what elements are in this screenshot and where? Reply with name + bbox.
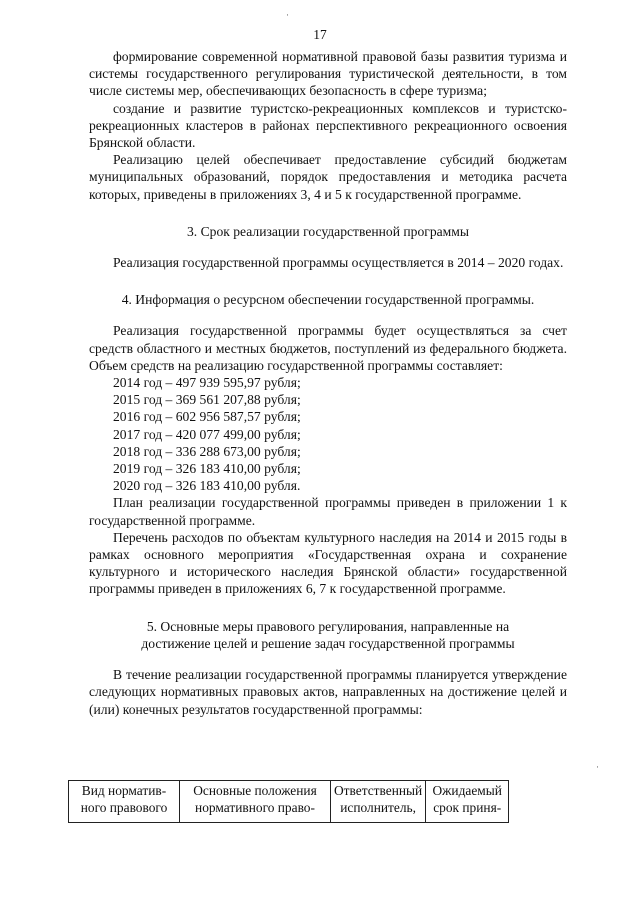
header-line: Основные положения (193, 783, 317, 798)
scan-speck: · (286, 10, 289, 20)
table-header-cell (426, 781, 509, 823)
section-3-heading: 3. Срок реализации государственной программы (187, 223, 469, 239)
header-line: нормативного право- (195, 800, 315, 815)
funding-item: 2016 год – 602 956 587,57 рубля; (113, 409, 301, 425)
funding-item: 2020 год – 326 183 410,00 рубля. (113, 478, 301, 494)
scan-speck: · (596, 762, 599, 772)
header-line: исполнитель, (340, 800, 416, 815)
intro-paragraph: Реализацию целей обеспечивает предоставление субсидий бюджетам муниципальных образований, порядок предоставления и методика расчета которых, приведены в приложениях 3, 4 и 5 к государственной программе. (89, 152, 567, 202)
funding-item: 2014 год – 497 939 595,97 рубля; (113, 375, 301, 391)
section-5-heading-line1: 5. Основные меры правового регулирования, направленные на (146, 618, 510, 634)
funding-item: 2019 год – 326 183 410,00 рубля; (113, 461, 301, 477)
page-number: 17 (313, 27, 327, 42)
header-line: ного правового (80, 800, 168, 815)
table-header-cell (69, 781, 180, 823)
section-4-heading: 4. Информация о ресурсном обеспечении государственной программы. (121, 292, 535, 308)
regulation-table (68, 780, 509, 823)
funding-item: 2015 год – 369 561 207,88 рубля; (113, 392, 301, 408)
heritage-paragraph: Перечень расходов по объектам культурного наследия на 2014 и 2015 годы в рамках основного мероприятия «Государственная охрана и сохранение культурного и исторического наследия Брянской области» государственной программы приведен в приложениях 6, 7 к государственной программе. (89, 529, 567, 597)
funding-item: 2018 год – 336 288 673,00 рубля; (113, 443, 301, 459)
section-4-text: Реализация государственной программы будет осуществляться за счет средств областного и местных бюджетов, поступлений из федерального бюджета. Объем средств на реализацию государственной программы составляет: (89, 323, 567, 373)
header-line: Ожидаемый (432, 783, 502, 798)
funding-list (89, 374, 567, 494)
plan-paragraph: План реализации государственной программы приведен в приложении 1 к государственной программе. (89, 495, 567, 528)
header-line: срок приня- (433, 800, 502, 815)
funding-item: 2017 год – 420 077 499,00 рубля; (113, 426, 301, 442)
header-line: Ответственный (334, 783, 423, 798)
table-header-cell (331, 781, 426, 823)
table-header-cell (180, 781, 331, 823)
page-body (89, 48, 567, 718)
section-3-text: Реализация государственной программы осуществляется в 2014 – 2020 годах. (113, 255, 564, 271)
intro-paragraph: формирование современной нормативной правовой базы развития туризма и системы государственного регулирования туристической деятельности, в том числе системы мер, обеспечивающих безопасность в сфере туризма; (89, 49, 567, 99)
section-5-heading-line2: достижение целей и решение задач государственной программы (141, 635, 515, 651)
section-5-text: В течение реализации государственной программы планируется утверждение следующих нормативных правовых актов, направленных на достижение целей и (или) конечных результатов государственной программы: (89, 667, 567, 717)
header-line: Вид норматив- (81, 783, 167, 798)
table-header-row (69, 781, 509, 823)
intro-paragraph: создание и развитие туристско-рекреационных комплексов и туристско-рекреационных кластеров в районах перспективного рекреационного освоения Брянской области. (89, 100, 567, 151)
